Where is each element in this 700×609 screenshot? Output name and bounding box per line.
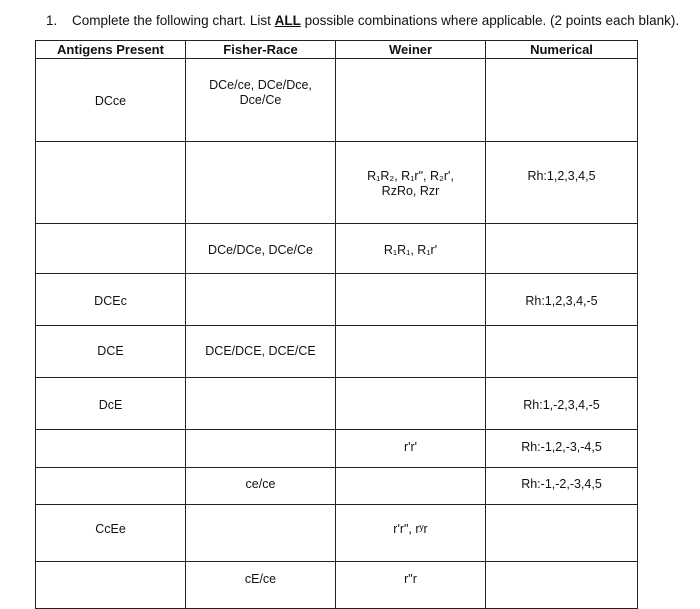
rh-typing-table — [35, 40, 638, 609]
numerical-cell — [486, 430, 638, 468]
table-row — [36, 378, 638, 430]
question-emphasis: ALL — [274, 13, 301, 28]
table-row — [36, 274, 638, 326]
numerical-cell-text: Rh:-1,-2,-3,4,5 — [521, 477, 602, 491]
antigens-cell — [36, 274, 186, 326]
table-row — [36, 224, 638, 274]
antigens-cell — [36, 430, 186, 468]
fisher-race-cell — [186, 142, 336, 224]
numerical-cell-text: Rh:1,2,3,4,5 — [527, 169, 596, 183]
numerical-cell-text: Rh:-1,2,-3,-4,5 — [521, 440, 602, 454]
fisher-race-cell-text: DCe/DCe, DCe/Ce — [208, 243, 313, 257]
antigens-cell-text: DCce — [94, 94, 127, 108]
table-row — [36, 562, 638, 609]
weiner-cell-text — [340, 326, 481, 344]
fisher-race-cell-text: ce/ce — [245, 477, 276, 491]
fisher-race-cell — [186, 274, 336, 326]
table-row — [36, 430, 638, 468]
fisher-race-cell-text — [190, 142, 331, 169]
antigens-cell — [36, 59, 186, 142]
antigens-cell — [36, 468, 186, 505]
numerical-cell — [486, 378, 638, 430]
question-text-after: possible combinations where applicable. (2 points each blank). — [300, 13, 680, 28]
antigens-cell-text — [40, 224, 181, 243]
fisher-race-cell — [186, 59, 336, 142]
fisher-race-cell — [186, 562, 336, 609]
antigens-cell — [36, 142, 186, 224]
table-row — [36, 468, 638, 505]
table-row — [36, 59, 638, 142]
numerical-cell — [486, 274, 638, 326]
weiner-cell-text: R₁R₂, R₁r", R₂r', RzRo, Rzr — [367, 169, 454, 198]
antigens-cell-text — [40, 430, 181, 440]
fisher-race-cell-text — [190, 505, 331, 522]
antigens-cell — [36, 326, 186, 378]
fisher-race-cell-text — [190, 274, 331, 294]
weiner-cell — [336, 378, 486, 430]
header-weiner: Weiner — [336, 41, 486, 59]
table-body — [36, 59, 638, 609]
numerical-cell-text — [490, 224, 633, 243]
numerical-cell-text — [490, 562, 633, 572]
weiner-cell — [336, 59, 486, 142]
antigens-cell — [36, 505, 186, 562]
antigens-cell-text — [40, 142, 181, 169]
numerical-cell — [486, 468, 638, 505]
table-row — [36, 505, 638, 562]
weiner-cell-text — [340, 59, 481, 94]
weiner-cell-text — [340, 468, 481, 477]
weiner-cell — [336, 562, 486, 609]
weiner-cell — [336, 505, 486, 562]
antigens-cell-text — [40, 468, 181, 477]
weiner-cell — [336, 274, 486, 326]
weiner-cell-text: r'r", rʸr — [393, 522, 428, 536]
weiner-cell-text — [340, 274, 481, 294]
table-row — [36, 326, 638, 378]
numerical-cell — [486, 505, 638, 562]
fisher-race-cell-text — [190, 430, 331, 440]
table-row — [36, 142, 638, 224]
weiner-cell — [336, 326, 486, 378]
numerical-cell — [486, 59, 638, 142]
numerical-cell — [486, 562, 638, 609]
weiner-cell — [336, 430, 486, 468]
fisher-race-cell — [186, 378, 336, 430]
weiner-cell — [336, 468, 486, 505]
fisher-race-cell — [186, 224, 336, 274]
fisher-race-cell — [186, 430, 336, 468]
numerical-cell-text — [490, 59, 633, 94]
numerical-cell — [486, 326, 638, 378]
weiner-cell-text: r'r' — [403, 440, 418, 454]
fisher-race-cell-text: DCe/ce, DCe/Dce, Dce/Ce — [209, 78, 312, 107]
antigens-cell-text: DCEc — [94, 294, 127, 308]
fisher-race-cell — [186, 505, 336, 562]
fisher-race-cell — [186, 468, 336, 505]
antigens-cell — [36, 224, 186, 274]
numerical-cell-text: Rh:1,-2,3,4,-5 — [523, 398, 600, 412]
numerical-cell — [486, 142, 638, 224]
fisher-race-cell — [186, 326, 336, 378]
numerical-cell-text — [490, 326, 633, 344]
numerical-cell-text — [490, 505, 633, 522]
weiner-cell-text: r"r — [404, 572, 417, 586]
question-number: 1. — [46, 13, 58, 28]
header-antigens-present: Antigens Present — [36, 41, 186, 59]
weiner-cell-text: R₁R₁, R₁r' — [383, 243, 438, 257]
antigens-cell-text: DcE — [98, 398, 123, 412]
antigens-cell — [36, 562, 186, 609]
antigens-cell — [36, 378, 186, 430]
weiner-cell — [336, 142, 486, 224]
numerical-cell — [486, 224, 638, 274]
fisher-race-cell-text: DCE/DCE, DCE/CE — [205, 344, 316, 358]
question-text-before: Complete the following chart. List — [72, 13, 275, 28]
table-header-row — [36, 41, 638, 59]
question-prompt — [46, 13, 679, 28]
weiner-cell-text — [340, 378, 481, 398]
fisher-race-cell-text — [190, 378, 331, 398]
antigens-cell-text: DCE — [97, 344, 124, 358]
weiner-cell — [336, 224, 486, 274]
fisher-race-cell-text: cE/ce — [244, 572, 277, 586]
antigens-cell-text — [40, 562, 181, 572]
header-numerical: Numerical — [486, 41, 638, 59]
antigens-cell-text: CcEe — [95, 522, 126, 536]
header-fisher-race: Fisher-Race — [186, 41, 336, 59]
numerical-cell-text: Rh:1,2,3,4,-5 — [525, 294, 598, 308]
